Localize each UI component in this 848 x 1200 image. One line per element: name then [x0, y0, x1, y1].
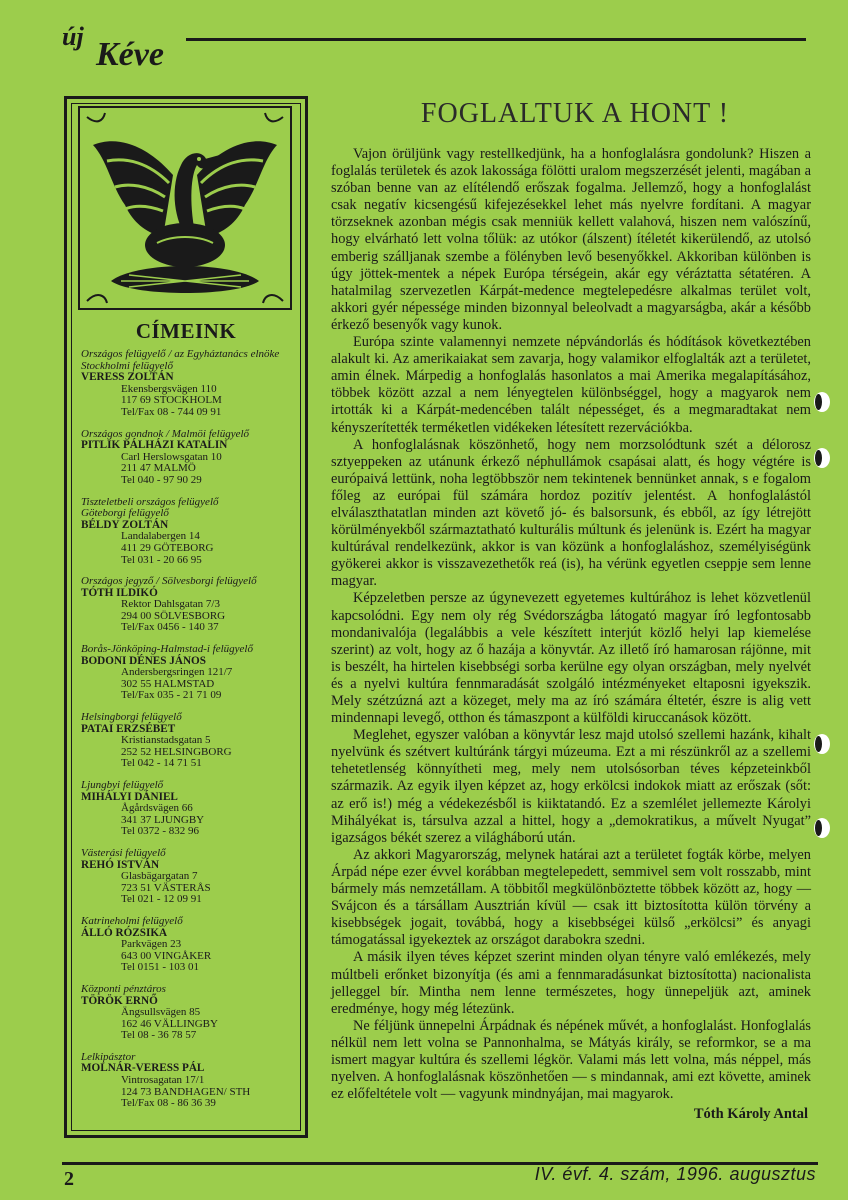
contact-name: REHÓ ISTVÁN	[81, 858, 160, 871]
contact-role: Központi pénztáros	[81, 982, 166, 995]
masthead-prefix: új	[62, 22, 84, 51]
article-paragraph: A honfoglalásnak köszönhető, hogy nem morzsolódtunk szét a délorosz sztyeppeken az utánunk érkező néphullámok csapásai alatt, és hogy végtére is európaivá lettünk, noha legtöbbször nem tekintenek bennünket annak, s e fogalom főleg az európai fül számára hordoz pozitív jelentést. A honfoglalástól elválaszthatatlan minden azt követő jó- és balsorsunk, és ebből, az így létrejött körülményekből származtatható kulturális múltunk és jelenünk is. Ezért ha magyar kultúrával rendelkezünk, akkor is van közünk a honfoglaláshoz, személyiségünk gyökerei akkor is visszavezethetők reá (is), ha vérünk egyetlen cseppje sem lenne magyar.	[331, 436, 811, 590]
issue-info: IV. évf. 4. szám, 1996. augusztus	[534, 1164, 816, 1184]
contact-address-line: Rektor Dahlsgatan 7/3	[121, 598, 220, 611]
contact-role: Lelkipásztor	[81, 1050, 136, 1063]
article-author: Tóth Károly Antal	[693, 1106, 808, 1122]
contact-role: Helsingborgi felügyelő	[81, 711, 182, 724]
contact-entry	[81, 984, 295, 1042]
contact-address-line: 411 29 GÖTEBORG	[121, 541, 214, 554]
article-title: FOGLALTUK A HONT !	[420, 98, 730, 129]
contact-phone: Tel 0151 - 103 01	[121, 961, 200, 974]
punch-hole	[814, 818, 830, 838]
contact-address-line: 302 55 HALMSTAD	[121, 677, 215, 690]
contact-name: ÁLLÓ RÓZSIKA	[81, 926, 168, 939]
contact-address-line: Ekensbergsvägen 110	[121, 382, 217, 395]
contact-role: Országos felügyelő / az Egyháztanács elnöke	[81, 348, 280, 360]
contact-name: TÓTH ILDIKÓ	[81, 586, 158, 599]
contact-list	[81, 349, 295, 1120]
contact-phone: Tel 031 - 20 66 95	[121, 553, 202, 566]
contact-entry	[81, 576, 295, 634]
contact-name: PATAI ERZSÉBET	[81, 722, 176, 735]
article-paragraph: Vajon örüljünk vagy restellkedjünk, ha a honfoglalásra gondolunk? Hiszen a foglalás területek és azok lakossága fölötti uralom megszerzését jelenti, magában a szóban benne van az elítélendő erőszak fogalma. Jellemző, hogy a honfoglalást csak negatív kicsengésű kifejezésekkel lehet más nyelvre fordítani. A magyar törzseknek azonban mégis csak menniük kellett valahová, hiszen nem valószínű, hogy elvárható lett volna tőlük: az utókor (álszent) ítéletét kikerülendő, az utolsó emberig szálljanak szembe a fölényben levő besenyőkkel. Akkoriban különben is úgy jöttek-mentek a népek Európa térségein, akár egy véráztatta sétatéren. A hatalmilag szervezetlen Kárpát-medence megtelepedésre alkalmas terület volt, akkori gyér népessége minden bizonnyal beleolvadt a magyarságba, akár a később érkező besenyők vagy kunok.	[331, 146, 811, 333]
contact-phone: Tel/Fax 08 - 744 09 91	[121, 405, 222, 418]
contact-entry	[81, 349, 295, 419]
masthead-name: Kéve	[96, 36, 164, 73]
article-paragraph: A másik ilyen téves képzet szerint minden olyan tényre való emlékezés, mely múltbeli erőnket bizonyítja (és ami a fennmaradásunkat biztosította) nacionalista jelleggel bír. Mintha nem lenne természetes, hogy ünnepeljük azt, aminek eredménye, hogy még létezünk.	[331, 949, 811, 1017]
contact-phone: Tel 040 - 97 90 29	[121, 473, 202, 486]
article-paragraph: Az akkori Magyarország, melynek határai azt a területet fogták körbe, melyen Árpád népe ezer évvel korábban megtelepedett, semmivel sem volt rosszabb, mint bármely más nemzetállam. A többitől megkülönböztette többek között az, hogy — Svájcon és a társállam Ausztrián kívül — csak itt biztosította külön törvény a kisebbségek jogait, továbbá, hogy a kisebbségei külső „erkölcsi” és anyagi támogatással igyekeztek az országot darabokra szedni.	[331, 846, 811, 949]
contact-address-line: 162 46 VÄLLINGBY	[121, 1017, 218, 1030]
contact-entry	[81, 712, 295, 770]
contact-name: PITLIK PÁLHÁZI KATALIN	[81, 439, 228, 452]
contact-role: Borås-Jönköping-Halmstad-i felügyelő	[81, 643, 253, 656]
contact-role: Országos gondnok / Malmöi felügyelő	[81, 427, 250, 440]
contact-role: Országos jegyző / Sölvesborgi felügyelő	[81, 575, 257, 588]
contact-role: Västerási felügyelő	[81, 846, 166, 859]
punch-hole	[814, 448, 830, 468]
contact-phone: Tel/Fax 08 - 86 36 39	[121, 1097, 216, 1110]
contact-address-line: 341 37 LJUNGBY	[121, 813, 205, 826]
contact-entry	[81, 916, 295, 974]
contact-name: TÖRÖK ERNŐ	[81, 994, 158, 1007]
stork-emblem-icon	[77, 105, 293, 311]
article-body	[331, 146, 811, 1103]
contact-address-line: 252 52 HELSINGBORG	[121, 745, 232, 758]
contact-phone: Tel/Fax 035 - 21 71 09	[121, 689, 222, 702]
contact-address-line: 294 00 SÖLVESBORG	[121, 609, 226, 622]
article-paragraph: Ne féljünk ünnepelni Árpádnak és népének művét, a honfoglalást. Honfoglalás nélkül nem lett volna se Pannonhalma, se Mátyás király, se reformkor, se a ma ismert magyar kultúra és szellemi légkör. Valami más lett volna, más néppel, más nyelven. A honfoglalásnak köszönhetően — s mindannak, ami ezt követte, aminek ez előfeltétele volt — vagyunk mindnyájan, mai magyarok.	[331, 1017, 811, 1103]
contact-name: BÉLDY ZOLTÁN	[81, 518, 169, 531]
contact-role: Katrineholmi felügyelő	[81, 914, 183, 927]
contact-name: MOLNÁR-VERESS PÁL	[81, 1062, 205, 1075]
page-number: 2	[64, 1168, 74, 1190]
contact-phone: Tel 021 - 12 09 91	[121, 893, 202, 906]
contact-name: VERESS ZOLTÁN	[81, 371, 174, 384]
contact-phone: Tel/Fax 0456 - 140 37	[121, 621, 219, 634]
contact-address-line: 723 51 VÄSTERÅS	[121, 881, 211, 894]
contact-address-line: Kristianstadsgatan 5	[121, 734, 211, 747]
contact-address-line: Andersbergsringen 121/7	[121, 666, 233, 679]
article-paragraph: Képzeletben persze az úgynevezett egyetemes kultúrához is lehet közvetlenül kapcsolódni. Egy nem oly rég Svédországba látogató magyar író legfontosabb mondanivalója (legalábbis a vele készített interjút közlő helyi lap kiemelése szerint) az volt, hogy az ő hazája a könyvtár. Az illető író hamarosan rájönne, mit is beszélt, ha hirtelen kisebbségi sorba kerülne egy olyan országban, mely nyelvét és a nyelvi kultúra fennmaradását szolgáló intézményeket eltaposni igyekszik. Mely szétzúzná azt a közeget, mely ma az író számára éltetér, észre is alig vett mindennapi levegő, otthon és támaszpont a külföldi kiruccanások között.	[331, 590, 811, 727]
contact-address-line: Ågårdsvägen 66	[121, 802, 193, 815]
contact-address-line: Ängsullsvägen 85	[121, 1006, 201, 1019]
top-rule	[186, 38, 806, 41]
contact-address-line: Vintrosagatan 17/1	[121, 1074, 205, 1087]
contact-address-line: Carl Herslowsgatan 10	[121, 450, 222, 463]
contact-entry	[81, 848, 295, 906]
article-paragraph: Meglehet, egyszer valóban a könyvtár lesz majd utolsó szellemi hazánk, kihalt nyelvünk és szétvert kultúránk tárgyi múzeuma. Ezt a mi részünkről az a szellemi tehetetlenség könnyítheti meg, mely nem utolsósorban téves képzeteinkből származik. Az egyik ilyen képzet az, hogy erkölcsi indokok miatt az erőszak (sőt: az erő is!) még a védekezésből is kiiktatandó. Ez a szemlélet jellemezte Károlyi Mihályékat is, társulva azzal a hittel, hogy a „demokratikus, a művelt Nyugat” igazságos békét szerez a világháború után.	[331, 727, 811, 846]
contact-address-line: 643 00 VINGÅKER	[121, 949, 212, 962]
contact-address-line: 211 47 MALMÖ	[121, 462, 196, 475]
article-paragraph: Európa szinte valamennyi nemzete népvándorlás és hódítások következtében alakult ki. Az amerikaiakat sem zavarja, hogy valamikor elfoglalták azt a területet, amin élnek. Márpedig a honfoglalás hasonlatos a mai Amerika megalapításához, többek között azzal a nem lényegtelen különbséggel, hogy a magyarok nem irtották ki a Kárpát-medencében talált népességet, és a megmaradtakat nem kényszerítették terméketlen vidékeken létesített rezervációkba.	[331, 334, 811, 436]
contact-role: Ljungbyi felügyelő	[81, 779, 164, 791]
contact-phone: Tel 042 - 14 71 51	[121, 757, 202, 770]
contact-phone: Tel 0372 - 832 96	[121, 825, 200, 838]
contact-role-secondary: Göteborgi felügyelő	[81, 507, 169, 520]
sidebar-heading: CÍMEINK	[135, 319, 237, 343]
punch-hole	[814, 734, 830, 754]
contact-address-line: 117 69 STOCKHOLM	[121, 394, 222, 407]
contact-entry	[81, 429, 295, 487]
contact-address-line: Glasbägargatan 7	[121, 870, 198, 883]
contact-entry	[81, 1052, 295, 1110]
punch-hole	[814, 392, 830, 412]
contact-address-line: 124 73 BANDHAGEN/ STH	[121, 1085, 251, 1098]
contact-name: MIHÁLYI DÁNIEL	[81, 790, 178, 803]
contact-name: BODONI DÉNES JÁNOS	[81, 654, 206, 667]
contact-address-line: Parkvägen 23	[121, 938, 182, 951]
contact-address-line: Landalabergen 14	[121, 530, 200, 543]
contact-entry	[81, 497, 295, 567]
contact-entry	[81, 644, 295, 702]
contact-role: Tiszteletbeli országos felügyelő	[81, 495, 219, 508]
contact-role-secondary: Stockholmi felügyelő	[81, 359, 173, 372]
contact-phone: Tel 08 - 36 78 57	[121, 1029, 197, 1042]
contact-entry	[81, 780, 295, 838]
address-sidebar	[64, 96, 308, 1138]
